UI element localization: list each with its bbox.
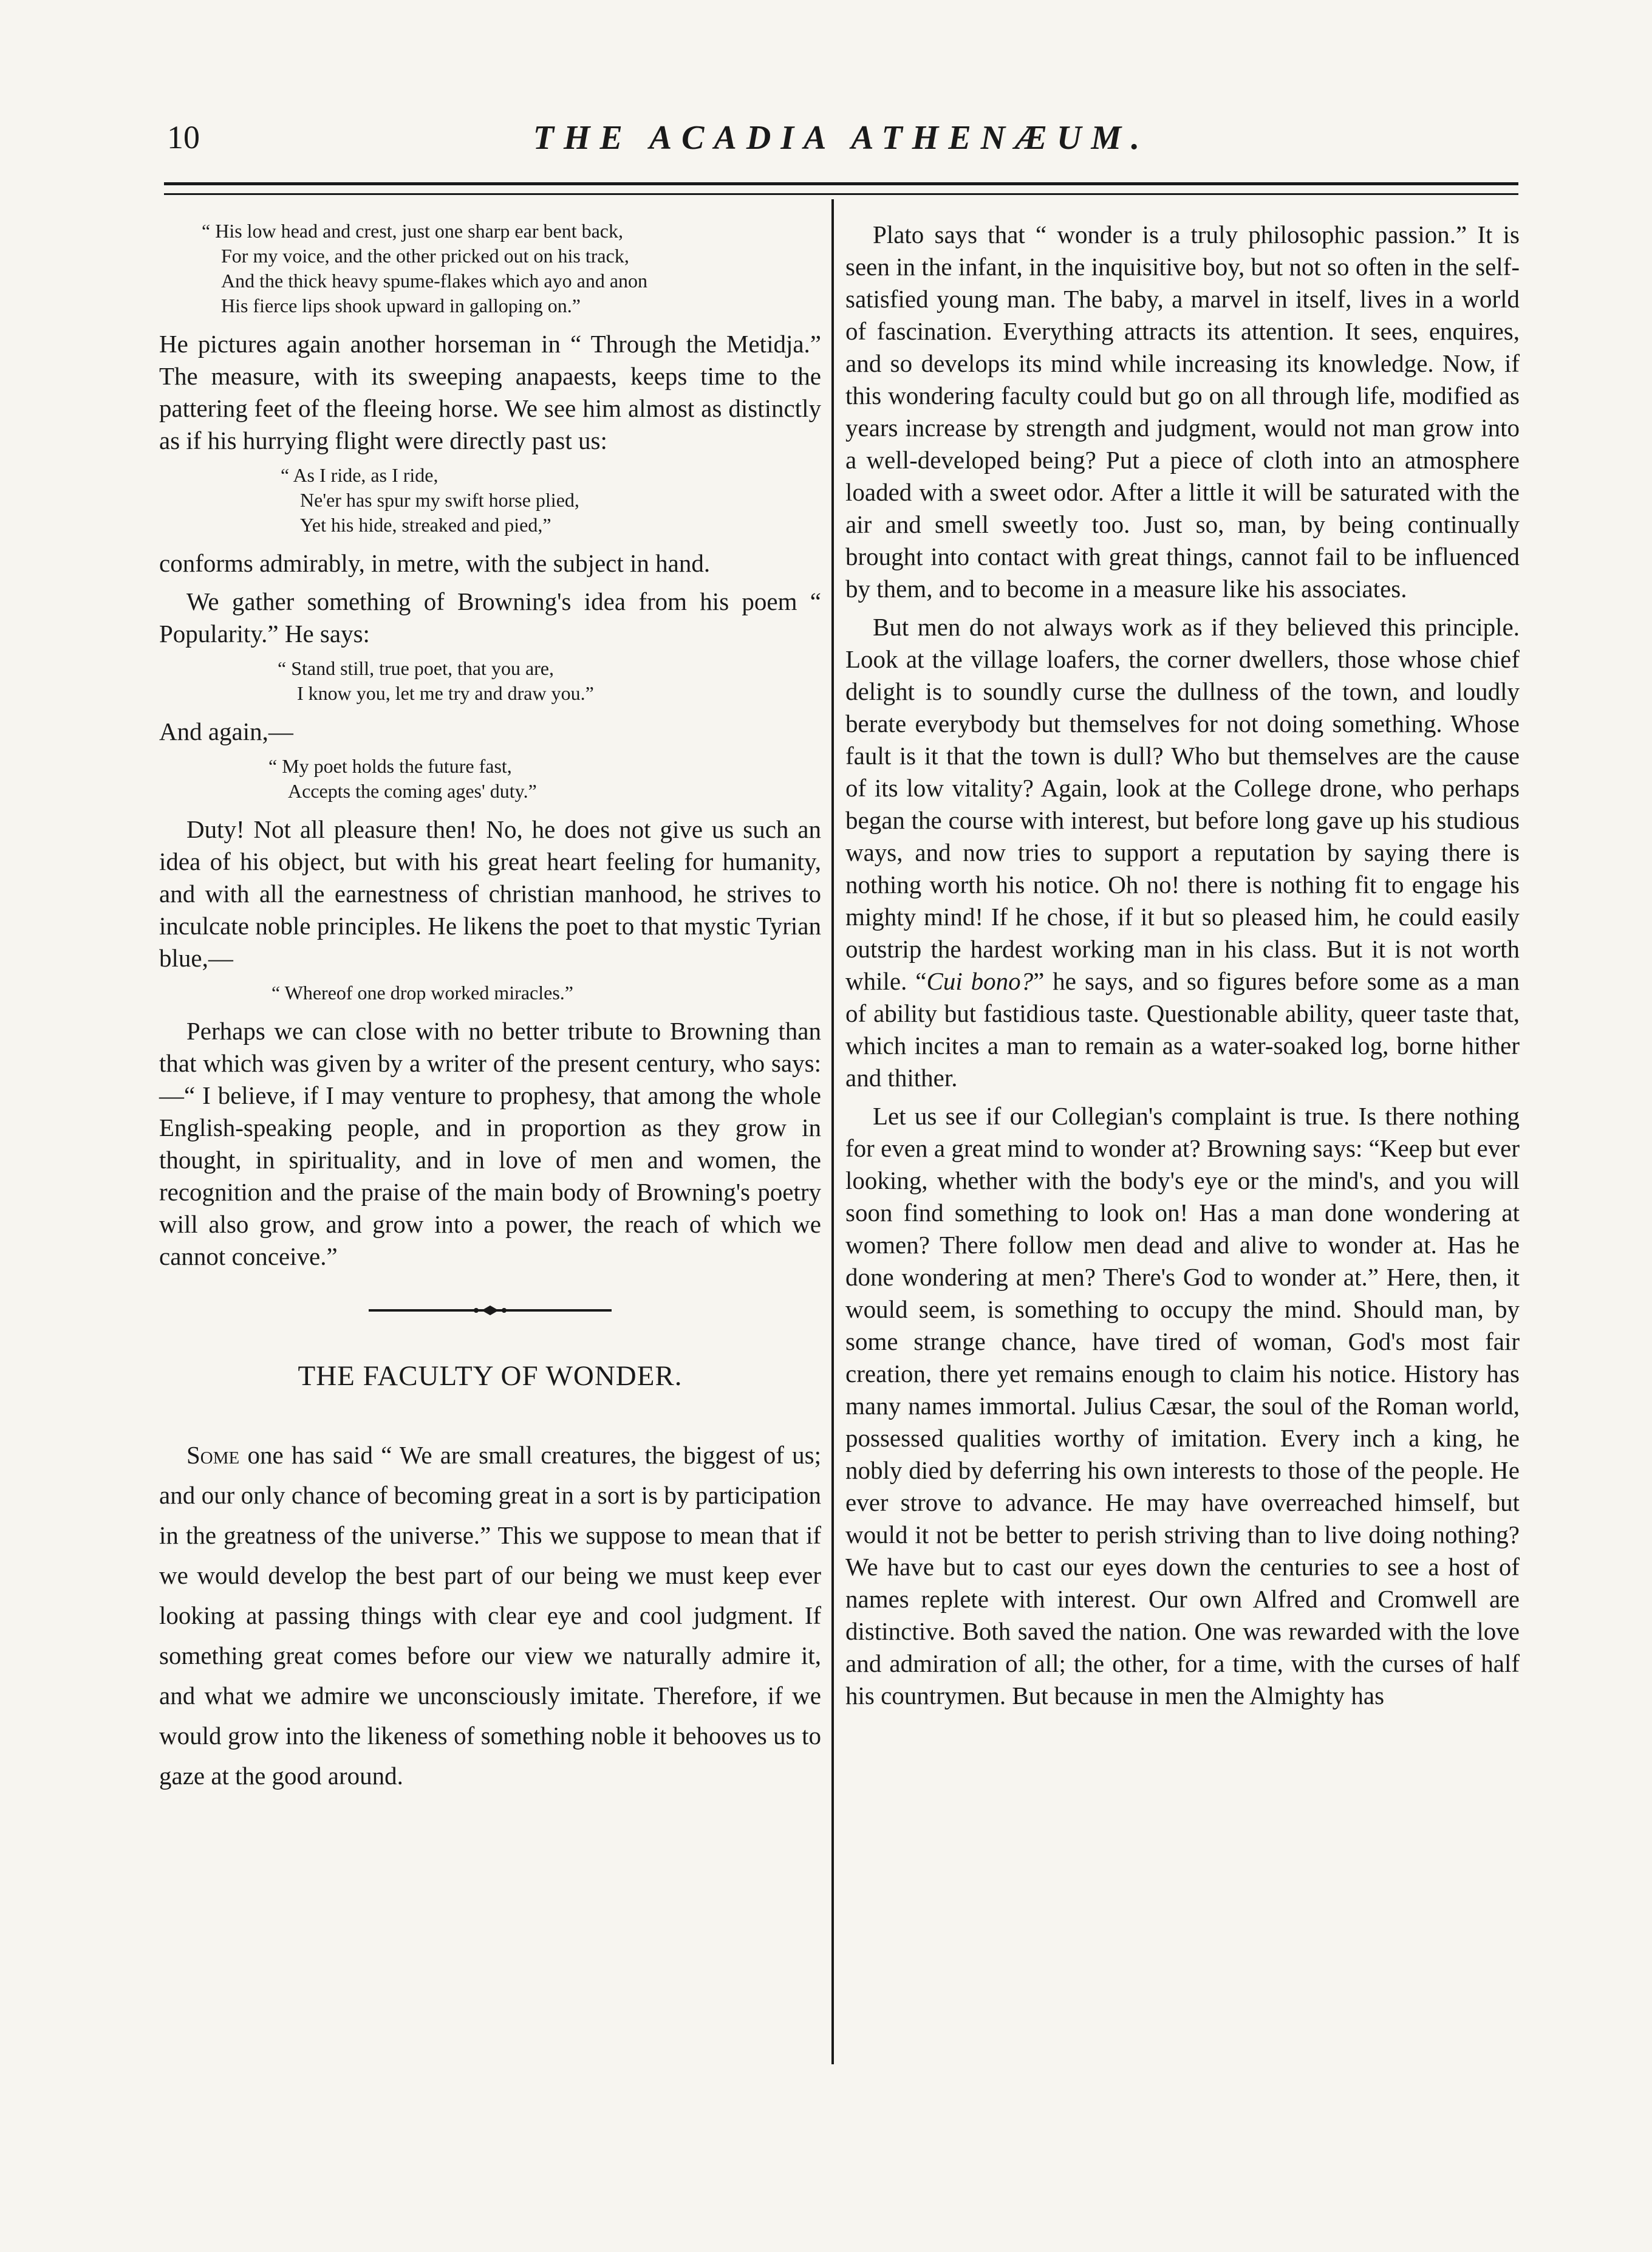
paragraph: Let us see if our Collegian's complaint is true. Is there nothing for even a great mind to wonder at? Browning says: “Keep but ever looking, whether with the body's eye or the mind's, and you will soon find something to look on! Has a man done wondering at women? There follow men dead and alive to wonder at. Has he done wondering at men? There's God to wonder at.” Here, then, it would seem, is something to occupy the mind. Should man, by some strange chance, have tired of woman, God's most fair creation, there yet remains enough to claim his notice. History has many names immortal. Julius Cæsar, the soul of the Roman world, possessed qualities worthy of imitation. Every inch a king, he nobly died by deferring his own interests to those of the people. He ever strove to advance. He may have overreached himself, but would it not be better to perish striving than to live doing nothing? We have but to cast our eyes down the centuries to see a host of names replete with interest. Our own Alfred and Cromwell are distinctive. Both saved the nation. One was rewarded with the love and admiration of all; the other, for a time, with the curses of half his countrymen. But because in men the Almighty has bbox=[845, 1102, 1520, 1710]
verse-line: His fierce lips shook upward in galloping on.” bbox=[221, 295, 581, 317]
verse-line: And the thick heavy spume-flakes which ayo and anon bbox=[221, 270, 648, 292]
section-divider-ornament bbox=[159, 1303, 821, 1318]
verse-galloping bbox=[202, 219, 821, 318]
verse-popularity bbox=[278, 656, 821, 706]
header-rule-thick bbox=[164, 182, 1518, 185]
latin-phrase: Cui bono? bbox=[926, 967, 1034, 995]
verse-tyrian-blue bbox=[271, 981, 821, 1005]
verse-line: “ As I ride, as I ride, bbox=[281, 464, 439, 486]
page-number: 10 bbox=[167, 119, 200, 156]
journal-title: THE ACADIA ATHENÆUM. bbox=[533, 119, 1150, 157]
paragraph-text: one has said “ We are small creatures, the biggest of us; and our only chance of becoming great in a sort is by participation in the greatness of the universe.” This we suppose to mean that if we would develop the best part of our being we must keep ever looking at passing things with clear eye and cool judgment. If something great comes before our view we naturally admire it, and what we admire we unconsciously imitate. Therefore, if we would grow into the likeness of something noble it behooves us to gaze at the good around. bbox=[159, 1441, 821, 1790]
verse-line: “ My poet holds the future fast, bbox=[268, 755, 512, 777]
verse-line: I know you, let me try and draw you.” bbox=[297, 682, 594, 704]
verse-line: Yet his hide, streaked and pied,” bbox=[300, 514, 551, 536]
paragraph: We gather something of Browning's idea from his poem “ Popularity.” He says: bbox=[159, 587, 821, 648]
verse-line: “ His low head and crest, just one sharp ear bent back, bbox=[202, 220, 623, 242]
paragraph: conforms admirably, in metre, with the subject in hand. bbox=[159, 549, 711, 577]
paragraph-text: ” he says, and so figures before some as a man of ability but fastidious taste. Questionable ability, queer taste that, which incites a man to remain as a water-soaked log, borne hither and thither. bbox=[845, 967, 1520, 1092]
left-column bbox=[159, 219, 821, 1802]
column-divider bbox=[831, 199, 834, 2064]
paragraph: Duty! Not all pleasure then! No, he does not give us such an idea of his object, but with his great heart feeling for humanity, and with all the earnestness of christian manhood, he strives to inculcate noble principles. He likens the poet to that mystic Tyrian blue,— bbox=[159, 815, 821, 972]
paragraph: And again,— bbox=[159, 717, 293, 745]
verse-line: For my voice, and the other pricked out on his track, bbox=[221, 245, 629, 267]
paragraph bbox=[159, 1435, 821, 1796]
verse-poet-holds bbox=[268, 754, 821, 804]
paragraph bbox=[845, 611, 1520, 1094]
verse-line: “ Stand still, true poet, that you are, bbox=[278, 657, 554, 679]
verse-metidja bbox=[281, 463, 821, 538]
lead-word: Some bbox=[186, 1441, 240, 1469]
section-title: THE FACULTY OF WONDER. bbox=[298, 1360, 683, 1392]
page-header bbox=[164, 118, 1518, 167]
verse-line: Ne'er has spur my swift horse plied, bbox=[300, 489, 579, 511]
verse-line: Accepts the coming ages' duty.” bbox=[288, 780, 537, 802]
verse-line: “ Whereof one drop worked miracles.” bbox=[271, 982, 573, 1004]
paragraph: He pictures again another horseman in “ Through the Metidja.” The measure, with its sweeping anapaests, keeps time to the pattering feet of the fleeing horse. We see him almost as distinctly as if his hurrying flight were directly past us: bbox=[159, 330, 821, 454]
paragraph: Perhaps we can close with no better tribute to Browning than that which was given by a writer of the present century, who says:—“ I believe, if I may venture to prophesy, that among the whole English-speaking people, and in proportion as they grow in thought, in spirituality, and in love of men and women, the recognition and the praise of the main body of Browning's poetry will also grow, and grow into a power, the reach of which we cannot conceive.” bbox=[159, 1017, 821, 1270]
paragraph: Plato says that “ wonder is a truly philosophic passion.” It is seen in the infant, in the inquisitive boy, but not so often in the self-satisfied young man. The baby, a marvel in itself, lives in a world of fascination. Everything attracts its attention. It sees, enquires, and so develops its mind while increasing its knowledge. Now, if this wondering faculty could but go on all through life, modified as years increase by strength and judgment, would not man grow into a well-developed being? Put a piece of cloth into an atmosphere loaded with a sweet odor. After a little it will be saturated with the air and smell sweetly too. Just so, man, by being continually brought into contact with great things, cannot fail to be influenced by them, and to become in a measure like his associates. bbox=[845, 221, 1520, 603]
paragraph-text: But men do not always work as if they believed this principle. Look at the village loafers, the corner dwellers, those whose chief delight is to soundly curse the dullness of the town, and loudly berate everybody but themselves for not doing something. Whose fault is it that the town is dull? Who but themselves are the cause of its low vitality? Again, look at the College drone, who perhaps began the course with interest, but before long gave up his studious ways, and now tries to support a reputation by saying there is nothing worth his notice. Oh no! there is nothing fit to engage his mighty mind! If he chose, if it but so pleased him, he could easily outstrip the hardest working man in his class. But it is not worth while. “ bbox=[845, 613, 1520, 995]
header-rule-thin bbox=[164, 193, 1518, 195]
right-column bbox=[845, 219, 1520, 1718]
